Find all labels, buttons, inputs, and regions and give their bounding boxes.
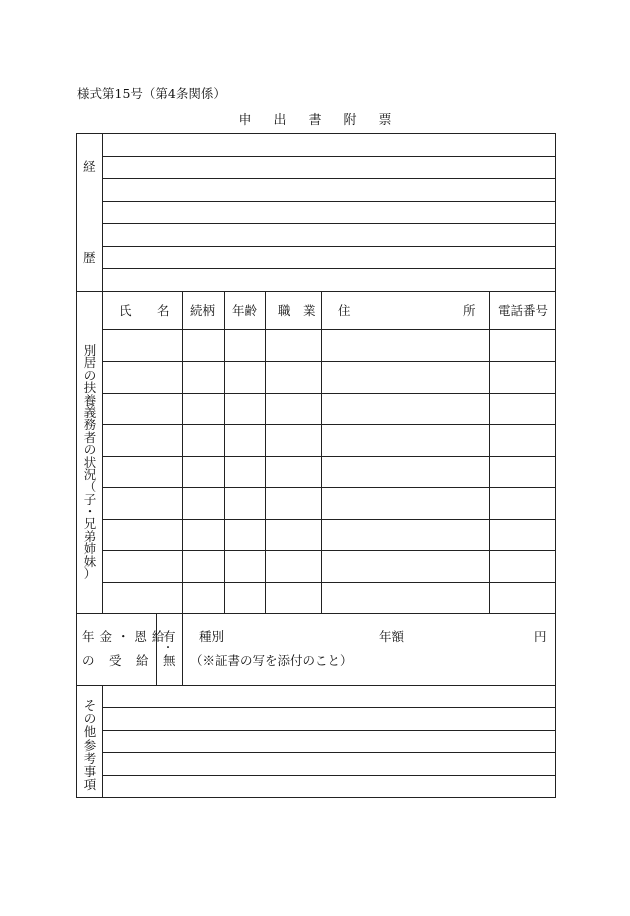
dependents-row-line[interactable]	[102, 361, 556, 362]
vertical-label-char: 参	[83, 737, 97, 753]
column-divider	[489, 291, 490, 613]
vertical-label-char: 状	[83, 454, 97, 470]
pension-amount-label: 年額	[379, 629, 405, 644]
career-row-line[interactable]	[102, 268, 556, 269]
dependents-row-line[interactable]	[102, 487, 556, 488]
header-relation: 続柄	[190, 303, 216, 318]
column-divider	[156, 613, 157, 685]
header-name: 氏	[119, 303, 132, 318]
pension-label: の 受 給	[82, 653, 150, 668]
form-number: 様式第15号（第4条関係）	[77, 86, 226, 101]
yen-unit-label: 円	[534, 629, 547, 644]
other-row-line[interactable]	[102, 775, 556, 776]
dependents-row-line[interactable]	[102, 550, 556, 551]
dependents-side-label	[83, 345, 97, 580]
career-row-line[interactable]	[102, 246, 556, 247]
vertical-label-char: 姉	[83, 541, 97, 557]
vertical-label-char: 兄	[83, 516, 97, 532]
pension-label: 年 金 ・ 恩 給	[82, 629, 165, 644]
section-divider	[76, 685, 556, 686]
dependents-row-line[interactable]	[102, 456, 556, 457]
header-phone: 電話番号	[498, 303, 549, 318]
vertical-label-char: 義	[83, 404, 97, 420]
other-row-line[interactable]	[102, 752, 556, 753]
vertical-label-char: 居	[83, 355, 97, 371]
document-title	[0, 109, 630, 128]
other-side-label	[83, 700, 97, 792]
title-char: 書	[308, 113, 322, 128]
title-char: 票	[378, 113, 392, 128]
vertical-label-char: の	[83, 442, 97, 458]
vertical-label-char: そ	[83, 698, 97, 713]
column-divider	[102, 685, 103, 798]
dependents-row-line[interactable]	[102, 424, 556, 425]
column-divider	[182, 613, 183, 685]
vertical-label-char: 事	[83, 763, 97, 779]
header-address: 所	[463, 303, 476, 318]
header-address: 住	[338, 303, 351, 318]
section-divider	[76, 291, 556, 292]
career-label-top: 経	[83, 159, 96, 174]
section-divider	[76, 613, 556, 614]
title-char: 申	[238, 113, 252, 128]
title-char: 附	[343, 113, 357, 128]
vertical-label-char: 考	[83, 750, 97, 766]
pension-no-option[interactable]: 無	[163, 653, 176, 668]
vertical-label-char: ）	[83, 566, 97, 582]
vertical-label-char: の	[83, 711, 97, 727]
career-row-line[interactable]	[102, 156, 556, 157]
header-occupation: 職 業	[278, 303, 316, 318]
vertical-label-char: （	[83, 479, 97, 495]
vertical-label-char: 別	[83, 343, 97, 358]
dependents-row-line[interactable]	[102, 519, 556, 520]
column-divider	[321, 291, 322, 613]
career-label-bottom: 歴	[83, 250, 96, 265]
dependents-row-line[interactable]	[102, 582, 556, 583]
career-row-line[interactable]	[102, 223, 556, 224]
career-row-line[interactable]	[102, 201, 556, 202]
vertical-label-char: の	[83, 367, 97, 383]
vertical-label-char: 者	[83, 429, 97, 445]
vertical-label-char: 弟	[83, 528, 97, 544]
form-table	[76, 133, 556, 798]
vertical-label-char: 項	[83, 777, 97, 793]
other-row-line[interactable]	[102, 730, 556, 731]
vertical-label-char: 他	[83, 724, 97, 740]
vertical-label-char: 扶	[83, 380, 97, 396]
dependents-row-line[interactable]	[102, 393, 556, 394]
column-divider	[182, 291, 183, 613]
career-row-line[interactable]	[102, 178, 556, 179]
dependents-header-line	[102, 329, 556, 330]
column-divider	[102, 291, 103, 613]
other-row-line[interactable]	[102, 707, 556, 708]
column-divider	[265, 291, 266, 613]
pension-yes-option[interactable]: 有	[163, 629, 176, 644]
vertical-label-char: 子	[83, 491, 97, 507]
pension-note: （※証書の写を添付のこと）	[190, 653, 353, 668]
vertical-label-char: 養	[83, 392, 97, 408]
title-char: 出	[273, 113, 287, 128]
pension-option-separator: ・	[163, 643, 173, 654]
pension-type-label: 種別	[199, 629, 225, 644]
vertical-label-char: ・	[83, 504, 97, 520]
vertical-label-char: 況	[83, 466, 97, 482]
vertical-label-char: 務	[83, 417, 97, 433]
vertical-label-char: 妹	[83, 553, 97, 569]
header-age: 年齢	[232, 303, 258, 318]
header-name: 名	[157, 303, 170, 318]
column-divider	[224, 291, 225, 613]
